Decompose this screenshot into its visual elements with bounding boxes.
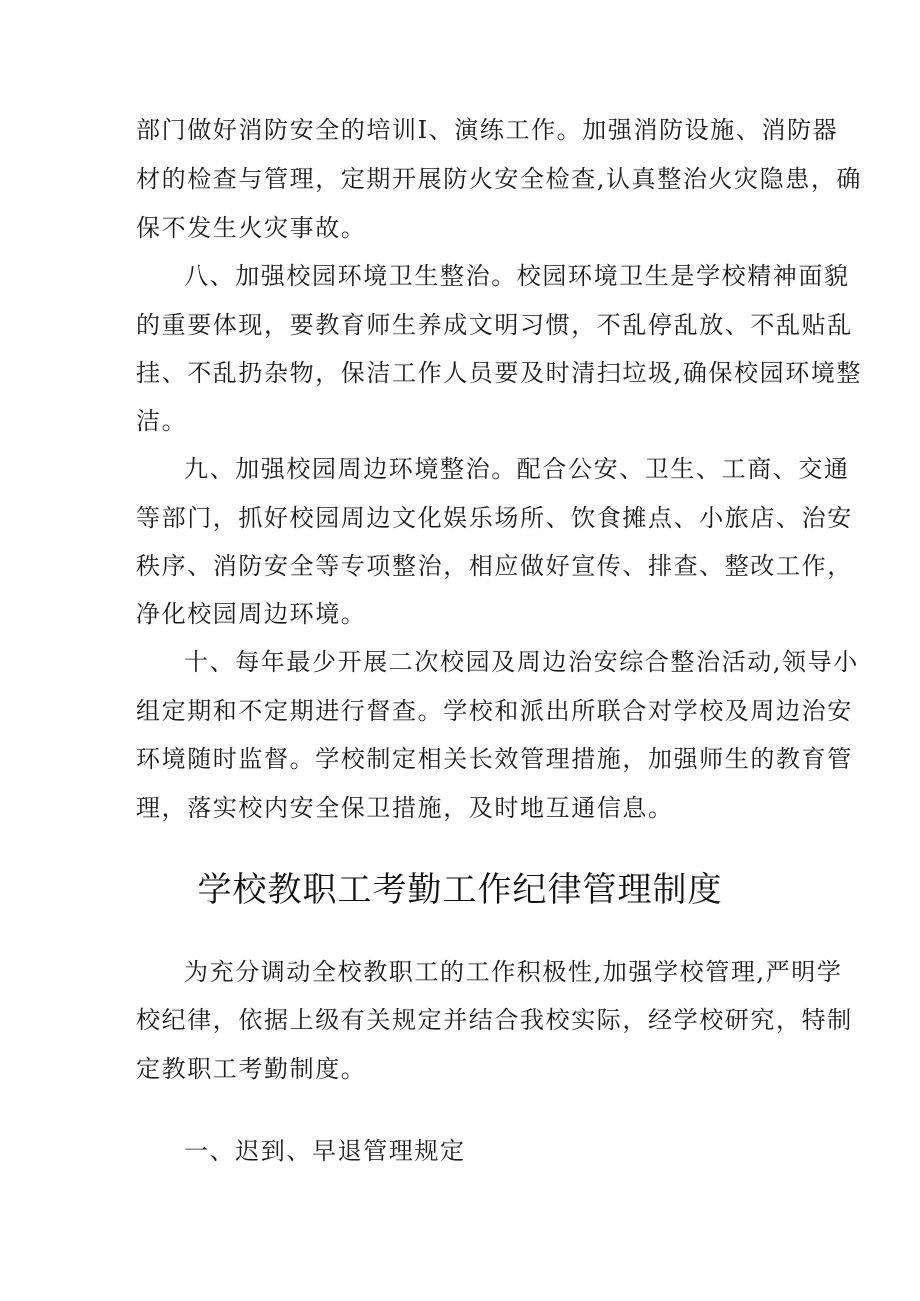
section-eight-line: 的重要体现，要教育师生养成文明习惯，不乱停乱放、不乱贴乱	[136, 311, 853, 339]
intro-line: 为充分调动全校教职工的工作积极性,加强学校管理,严明学	[184, 958, 843, 986]
paragraph-line: 材的检查与管理，定期开展防火安全检查,认真整治火灾隐患，确	[136, 165, 863, 193]
section-eight-line: 洁。	[136, 407, 188, 435]
section-eight-line: 八、加强校园环境卫生整治。校园环境卫生是学校精神面貌	[184, 262, 850, 290]
intro-line: 校纪律，依据上级有关规定并结合我校实际，经学校研究，特制	[136, 1006, 853, 1034]
section-eight-line: 挂、不乱扔杂物，保洁工作人员要及时清扫垃圾,确保校园环境整	[136, 359, 863, 387]
section-nine-line: 秩序、消防安全等专项整治，相应做好宣传、排查、整改工作，	[136, 552, 853, 580]
section-ten-line: 组定期和不定期进行督查。学校和派出所联合对学校及周边治安	[136, 697, 853, 725]
section-nine-line: 净化校园周边环境。	[136, 600, 367, 628]
paragraph-line: 保不发生火灾事故。	[136, 214, 367, 242]
section-ten-line: 十、每年最少开展二次校园及周边治安综合整治活动,领导小	[184, 648, 859, 676]
paragraph-line: 部门做好消防安全的培训Ⅰ、演练工作。加强消防设施、消防器	[136, 116, 839, 144]
section-ten-line: 理，落实校内安全保卫措施，及时地互通信息。	[136, 794, 674, 822]
document-title: 学校教职工考勤工作纪律管理制度	[197, 870, 723, 910]
section-subheading: 一、迟到、早退管理规定	[184, 1137, 466, 1165]
section-ten-line: 环境随时监督。学校制定相关长效管理措施，加强师生的教育管	[136, 745, 853, 773]
intro-line: 定教职工考勤制度。	[136, 1055, 367, 1083]
section-nine-line: 等部门，抓好校园周边文化娱乐场所、饮食摊点、小旅店、治安	[136, 504, 853, 532]
section-nine-line: 九、加强校园周边环境整治。配合公安、卫生、工商、交通	[184, 455, 850, 483]
